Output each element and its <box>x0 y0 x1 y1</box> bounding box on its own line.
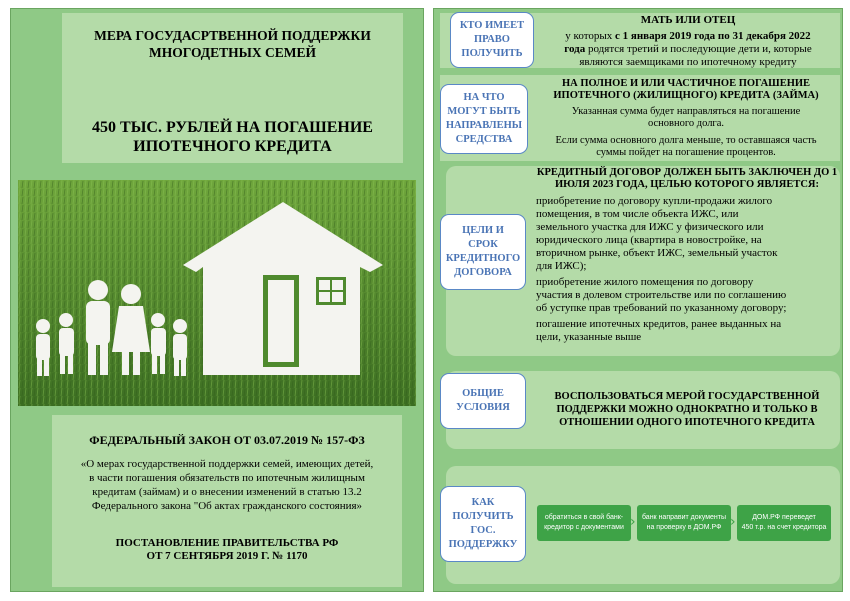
title-box <box>62 13 403 163</box>
how-step-3: ДОМ.РФ переведет 450 т.р. на счет кредитора <box>737 505 831 541</box>
goal-item-3: погашение ипотечных кредитов, ранее выданных на цели, указанные выше <box>536 318 782 343</box>
who-label: КТО ИМЕЕТ ПРАВО ПОЛУЧИТЬ <box>450 12 534 68</box>
goals-text: КРЕДИТНЫЙ ДОГОВОР ДОЛЖЕН БЫТЬ ЗАКЛЮЧЕН ДО 1 ИЮЛЯ 2023 ГОДА, ЦЕЛЬЮ КОТОРОГО ЯВЛЯЕТСЯ: приобретение по договору купли-продажи жилого помещения, в том числе объекта ИЖС, или земельного участка для ИЖС у физического или юридического лица (квартира в новостройке, на вторичном рынке, объект ИЖС, земельный участок для ИЖС); приобретение жилого помещения по договору участия в долевом строительстве или по соглашению об уступке прав требований по указанному договору; погашение ипотечных кредитов, ранее выданных на цели, указанные выше <box>536 167 838 343</box>
page-title: МЕРА ГОСУДАСРТВЕННОЙ ПОДДЕРЖКИ МНОГОДЕТНЫХ СЕМЕЙ <box>94 28 371 60</box>
who-text: МАТЬ ИЛИ ОТЕЦ у которых с 1 января 2019 года по 31 декабря 2022 года родятся третий и последующие дети и, которые являются заемщиками по ипотечному кредиту <box>564 14 812 68</box>
arrow-right-icon: › <box>730 514 736 530</box>
amount-title: 450 ТЫС. РУБЛЕЙ НА ПОГАШЕНИЕ ИПОТЕЧНОГО КРЕДИТА <box>92 119 373 155</box>
family-house-image <box>18 180 416 406</box>
law-text: «О мерах государственной поддержки семей, имеющих детей, в части погашения обязательств по ипотечным жилищным кредитам (займам) и о внесении изменений в статью 13.2 Федерального закона "Об актах гражданского состояния» <box>80 458 374 512</box>
how-step-2: банк направит документы на проверку в ДОМ.РФ <box>637 505 731 541</box>
general-text: ВОСПОЛЬЗОВАТЬСЯ МЕРОЙ ГОСУДАРСТВЕННОЙ ПОДДЕРЖКИ МОЖНО ОДНОКРАТНО И ТОЛЬКО В ОТНОШЕНИИ ОДНОГО ИПОТЕЧНОГО КРЕДИТА <box>554 391 820 428</box>
family-house-illustration <box>18 180 416 406</box>
goal-item-1: приобретение по договору купли-продажи жилого помещения, в том числе объекта ИЖС, или земельного участка для ИЖС у физического или юридического лица (квартира в новостройке, на вторичном рынке, объект ИЖС, земельный участок для ИЖС); <box>536 195 778 272</box>
purpose-label: НА ЧТО МОГУТ БЫТЬ НАПРАВЛЕНЫ СРЕДСТВА <box>440 84 528 154</box>
goals-label: ЦЕЛИ И СРОК КРЕДИТНОГО ДОГОВОРА <box>440 214 526 290</box>
general-label: ОБЩИЕ УСЛОВИЯ <box>440 373 526 429</box>
law-box <box>52 415 402 587</box>
law-title: ФЕДЕРАЛЬНЫЙ ЗАКОН ОТ 03.07.2019 № 157-ФЗ <box>89 433 365 447</box>
arrow-right-icon: › <box>630 514 636 530</box>
goal-item-2: приобретение жилого помещения по договору участия в долевом строительстве или по соглашению об уступке прав требований по указанному договору; <box>536 276 787 314</box>
how-step-1: обратиться в свой банк- кредитор с документами <box>537 505 631 541</box>
how-label: КАК ПОЛУЧИТЬ ГОС. ПОДДЕРЖКУ <box>440 486 526 562</box>
government-decree: ПОСТАНОВЛЕНИЕ ПРАВИТЕЛЬСТВА РФ ОТ 7 СЕНТЯБРЯ 2019 Г. № 1170 <box>115 537 339 562</box>
purpose-text: НА ПОЛНОЕ И ИЛИ ЧАСТИЧНОЕ ПОГАШЕНИЕ ИПОТЕЧНОГО (ЖИЛИЩНОГО) КРЕДИТА (ЗАЙМА) Указанная сумма будет направляться на погашение основного долга. Если сумма основного долга меньше, то оставшаяся часть суммы пойдет на погашение процентов. <box>553 78 819 158</box>
